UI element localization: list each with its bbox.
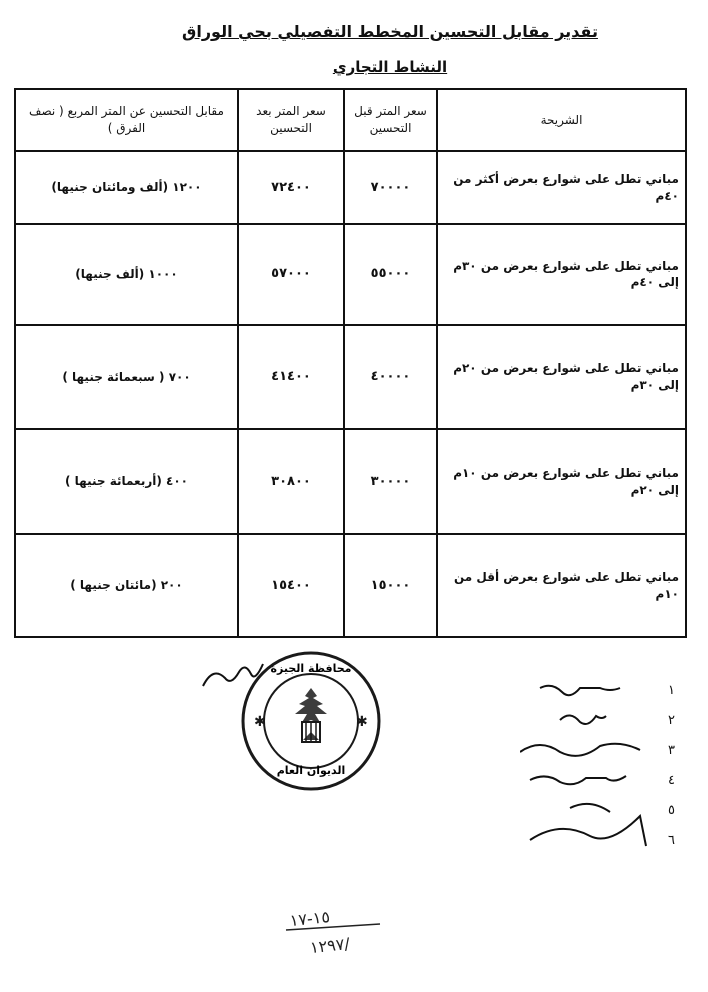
cell-segment: مباني تطل على شوارع بعرض من ٣٠م إلى ٤٠م [437, 224, 686, 325]
cell-segment: مباني تطل على شوارع بعرض من ١٠م إلى ٢٠م [437, 429, 686, 534]
table-row [15, 325, 686, 430]
cell-price-before: ٧٠٠٠٠ [344, 151, 437, 224]
cell-price-before: ٥٥٠٠٠ [344, 224, 437, 325]
cell-segment: مباني تطل على شوارع بعرض أكثر من ٤٠م [437, 151, 686, 224]
header-fee: مقابل التحسين عن المتر المربع ( نصف الفرق ) [15, 89, 238, 151]
page-title: تقدير مقابل التحسين المخطط التفصيلي بحي الوراق [182, 22, 598, 41]
handwritten-signature [198, 656, 268, 696]
cell-fee: ١٢٠٠ (ألف ومائتان جنيها) [15, 151, 238, 224]
cell-fee: ٧٠٠ ( سبعمائة جنيها ) [15, 325, 238, 430]
handwritten-signatures [520, 686, 646, 846]
cell-price-after: ٧٢٤٠٠ [238, 151, 344, 224]
page-subtitle: النشاط التجاري [332, 58, 448, 76]
cell-price-before: ٤٠٠٠٠ [344, 325, 437, 430]
list-number: ٤ [668, 773, 675, 788]
eagle-icon [295, 688, 327, 742]
list-number: ٣ [668, 743, 675, 758]
list-number: ٥ [668, 803, 675, 818]
cell-price-after: ٣٠٨٠٠ [238, 429, 344, 534]
header-segment: الشريحة [437, 89, 686, 151]
table-row [15, 151, 686, 224]
cell-price-before: ٣٠٠٠٠ [344, 429, 437, 534]
handwritten-reference [280, 900, 400, 960]
svg-text:✱: ✱ [254, 714, 266, 730]
footnote-line-1: ١٥-١٧ [288, 907, 331, 931]
seal-inner-text: الديوان العام [276, 764, 346, 777]
cell-fee: ١٠٠٠ (ألف جنيها) [15, 224, 238, 325]
cell-price-before: ١٥٠٠٠ [344, 534, 437, 637]
footnote-line-2: ١٢٩٧/ [309, 934, 351, 958]
table-row [15, 224, 686, 325]
rates-table [14, 88, 687, 638]
table-row [15, 429, 686, 534]
list-number: ٦ [668, 833, 675, 848]
seal-outer-text: محافظة الجيزة [270, 662, 352, 675]
table-row [15, 534, 686, 637]
list-number: ١ [668, 683, 675, 698]
cell-price-after: ٤١٤٠٠ [238, 325, 344, 430]
cell-segment: مباني تطل على شوارع بعرض من ٢٠م إلى ٣٠م [437, 325, 686, 430]
table-header-row [15, 89, 686, 151]
svg-text:✱: ✱ [356, 714, 368, 730]
header-price-before: سعر المتر قبل التحسين [344, 89, 437, 151]
cell-segment: مباني تطل على شوارع بعرض أقل من ١٠م [437, 534, 686, 637]
cell-fee: ٤٠٠ (أربعمائة جنيها ) [15, 429, 238, 534]
header-price-after: سعر المتر بعد التحسين [238, 89, 344, 151]
cell-price-after: ٥٧٠٠٠ [238, 224, 344, 325]
cell-fee: ٢٠٠ (مائتان جنيها ) [15, 534, 238, 637]
cell-price-after: ١٥٤٠٠ [238, 534, 344, 637]
list-number: ٢ [668, 713, 675, 728]
signatures-list [520, 680, 690, 870]
